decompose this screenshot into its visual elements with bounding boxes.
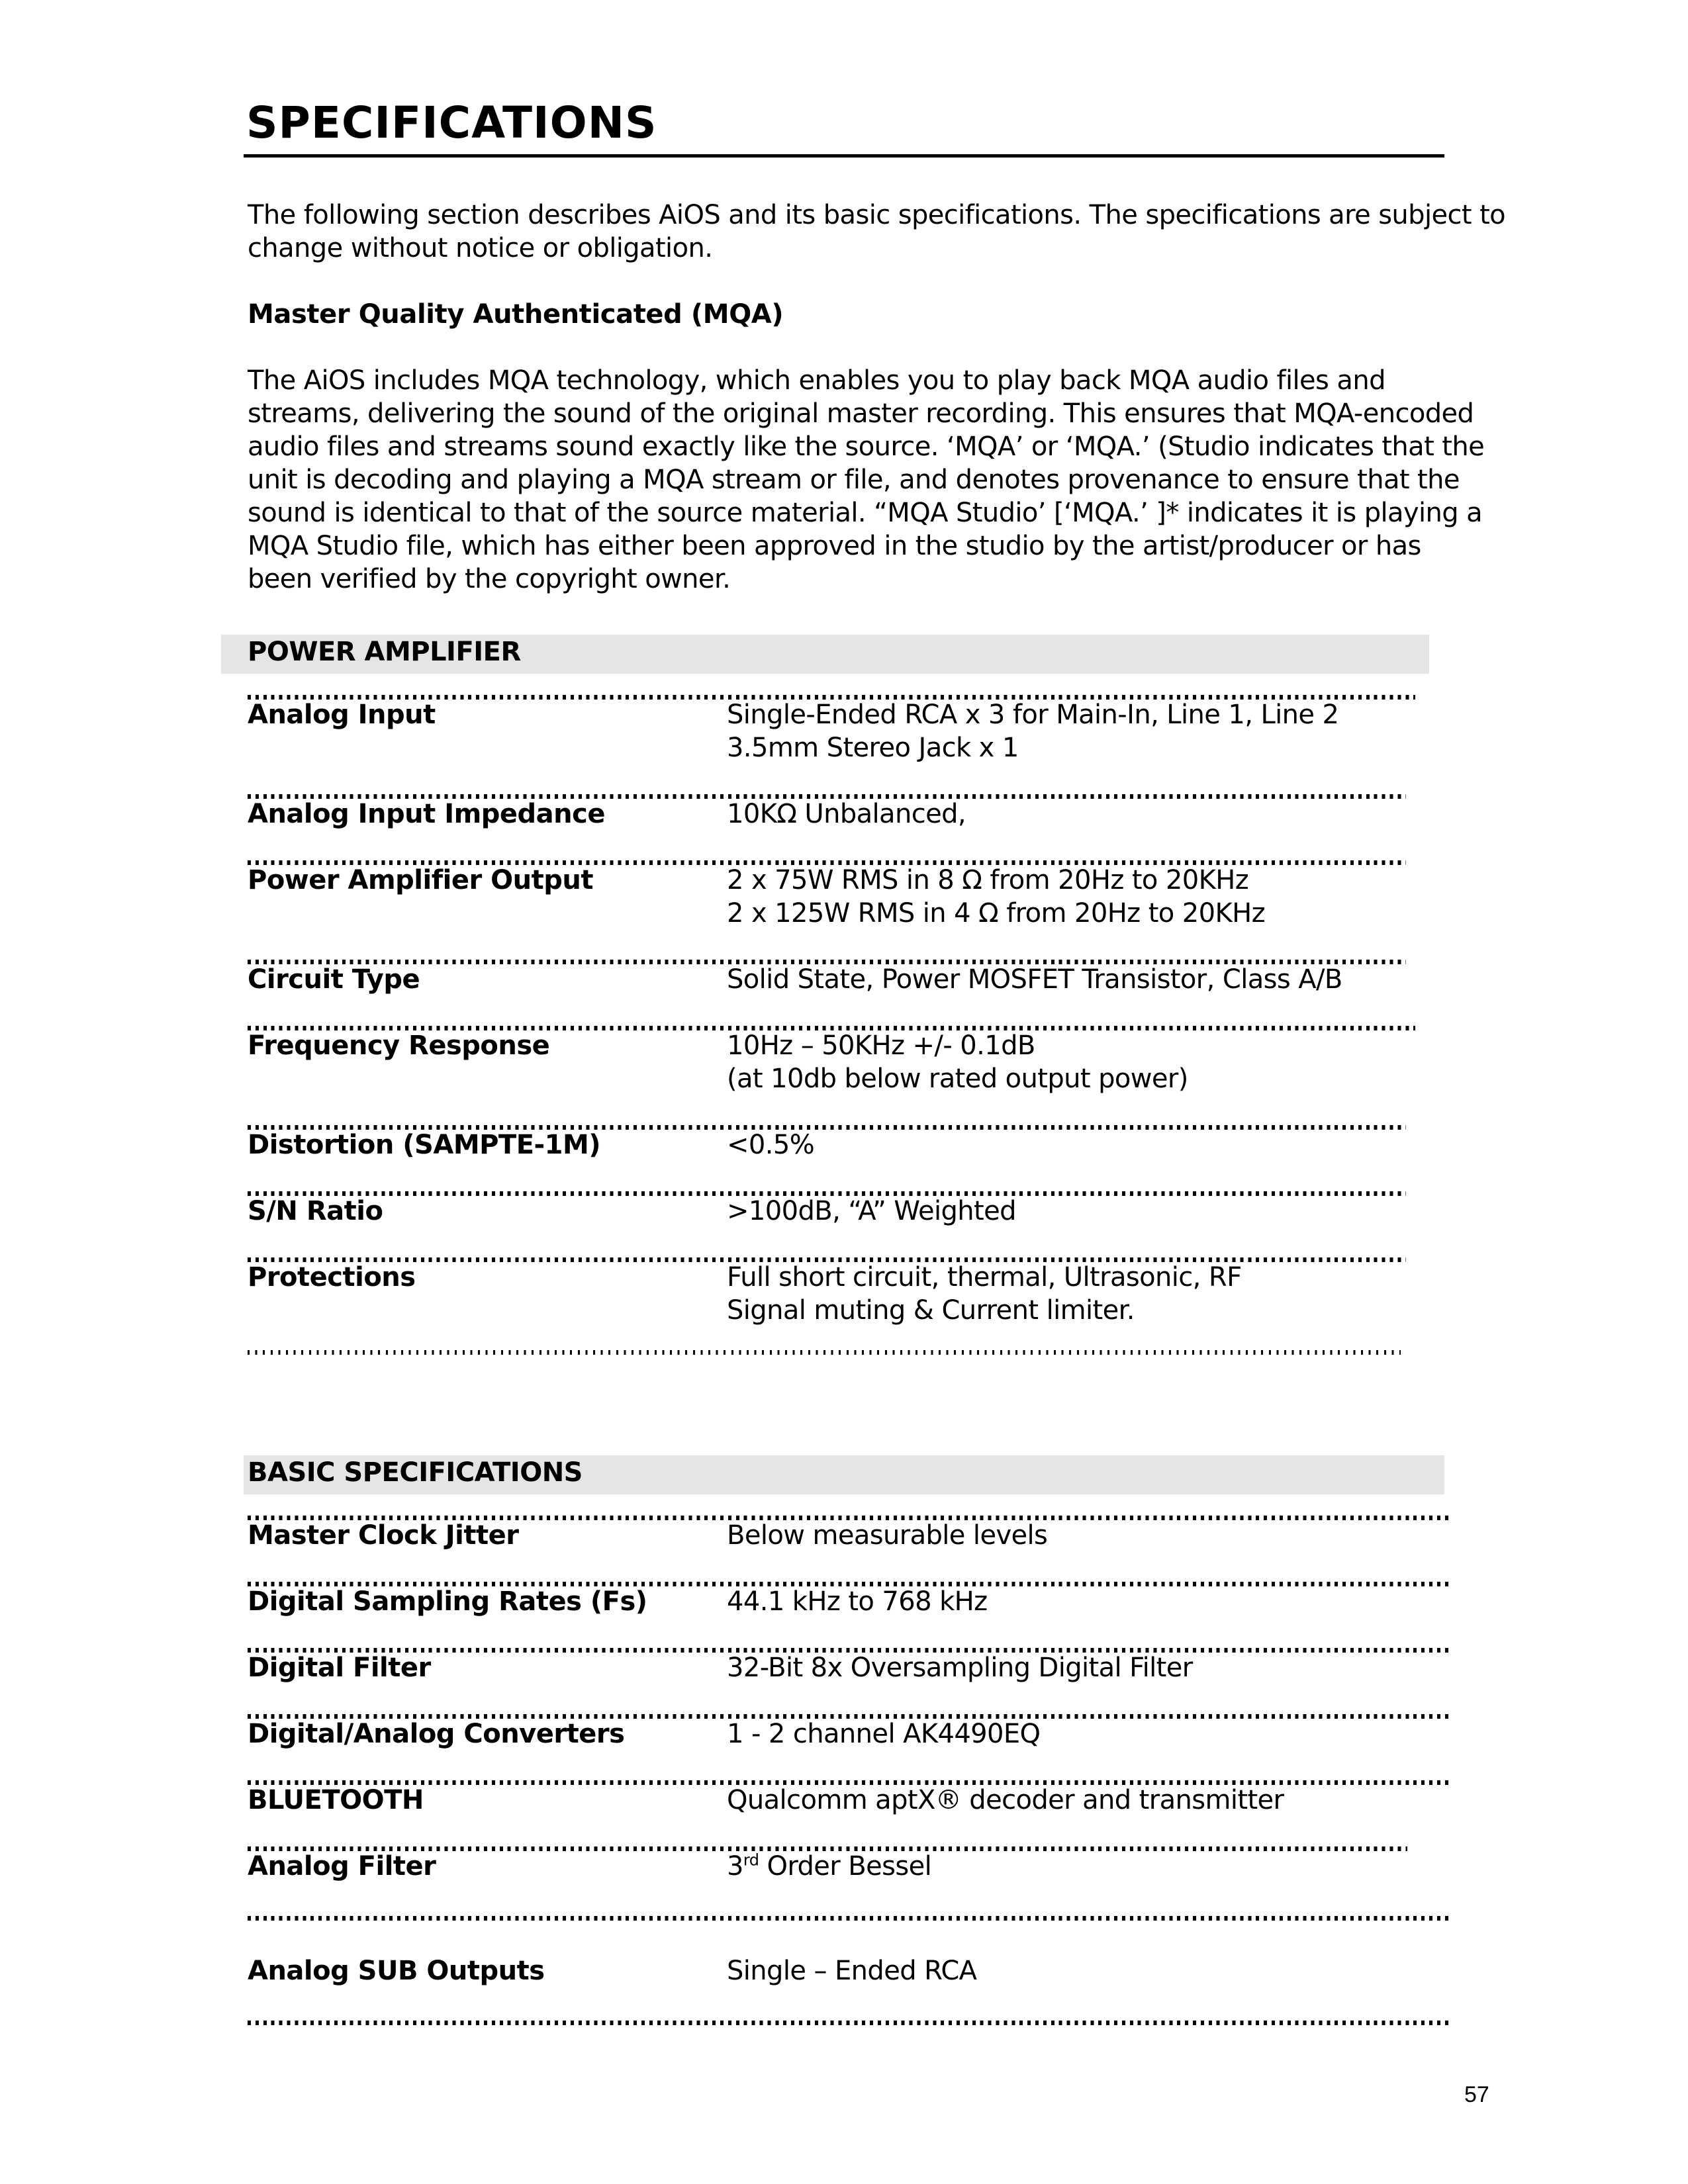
mqa-paragraph-line: audio files and streams sound exactly like the source. ‘MQA’ or ‘MQA.’ (Studio indicates that the (248, 432, 1485, 462)
mqa-paragraph-line: unit is decoding and playing a MQA stream or file, and denotes provenance to ensure that the (248, 465, 1460, 495)
spec-label-bluetooth: BLUETOOTH (248, 1785, 424, 1815)
spec-value-digital-analog-converters (727, 1717, 1040, 1751)
spec-value-line: Qualcomm aptX® decoder and transmitter (727, 1785, 1284, 1815)
title-underline (244, 154, 1444, 158)
spec-value-line: Below measurable levels (727, 1520, 1048, 1551)
spec-value-line: 2 x 75W RMS in 8 Ω from 20Hz to 20KHz (727, 865, 1249, 895)
spec-value-part: Order Bessel (759, 1851, 932, 1882)
intro-line-1: The following section describes AiOS and its basic specifications. The specifications are subject to (248, 200, 1506, 230)
spec-value-analog-input (727, 698, 1338, 764)
spec-label-digital-analog-converters: Digital/Analog Converters (248, 1719, 625, 1749)
spec-value-superscript: rd (743, 1850, 759, 1870)
spec-value-digital-filter (727, 1651, 1193, 1684)
spec-value-line: Full short circuit, thermal, Ultrasonic, RF (727, 1262, 1242, 1293)
spec-label-protections: Protections (248, 1262, 416, 1293)
spec-label-analog-filter: Analog Filter (248, 1851, 436, 1882)
mqa-paragraph-line: MQA Studio file, which has either been approved in the studio by the artist/producer or has (248, 531, 1421, 561)
spec-value-line: 1 - 2 channel AK4490EQ (727, 1719, 1041, 1749)
spec-value-master-clock-jitter (727, 1519, 1047, 1552)
spec-label-master-clock-jitter: Master Clock Jitter (248, 1520, 519, 1551)
spec-value-distortion (727, 1128, 814, 1161)
spec-label-analog-sub-outputs: Analog SUB Outputs (248, 1956, 545, 1986)
spec-value-digital-sampling-rates (727, 1585, 988, 1618)
mqa-paragraph-line: sound is identical to that of the source material. “MQA Studio’ [‘MQA.’ ]* indicates it is playing a (248, 498, 1483, 528)
spec-label-circuit-type: Circuit Type (248, 964, 420, 995)
spec-value-line: Single-Ended RCA x 3 for Main-In, Line 1, Line 2 (727, 700, 1339, 730)
basic-specifications-header: BASIC SPECIFICATIONS (248, 1457, 583, 1488)
spec-value-line: 3.5mm Stereo Jack x 1 (727, 733, 1019, 763)
spec-value-frequency-response (727, 1029, 1188, 1095)
page-title: SPECIFICATIONS (246, 97, 657, 148)
spec-value-line: 2 x 125W RMS in 4 Ω from 20Hz to 20KHz (727, 898, 1265, 929)
spec-value-power-amplifier-output (727, 864, 1265, 930)
spec-value-circuit-type (727, 963, 1342, 996)
spec-value-analog-input-impedance (727, 797, 966, 831)
spec-value-protections (727, 1261, 1242, 1327)
spec-value-line: <0.5% (727, 1130, 815, 1160)
page-number: 57 (1464, 2082, 1489, 2107)
spec-label-power-amplifier-output: Power Amplifier Output (248, 865, 593, 895)
intro-line-2: change without notice or obligation. (248, 233, 713, 263)
spec-label-analog-input-impedance: Analog Input Impedance (248, 799, 605, 829)
spec-label-frequency-response: Frequency Response (248, 1030, 550, 1061)
spec-value-sn-ratio (727, 1195, 1016, 1228)
dotted-divider (248, 1916, 1448, 1921)
dotted-divider (248, 1350, 1401, 1355)
mqa-heading: Master Quality Authenticated (MQA) (248, 299, 784, 330)
spec-label-analog-input: Analog Input (248, 700, 436, 730)
spec-value-line: 10KΩ Unbalanced, (727, 799, 966, 829)
spec-label-distortion: Distortion (SAMPTE-1M) (248, 1130, 601, 1160)
spec-label-digital-filter: Digital Filter (248, 1653, 431, 1683)
spec-value-line: Solid State, Power MOSFET Transistor, Class A/B (727, 964, 1342, 995)
spec-label-sn-ratio: S/N Ratio (248, 1196, 383, 1226)
spec-value-analog-sub-outputs (727, 1954, 976, 1987)
spec-value-bluetooth (727, 1784, 1284, 1817)
dotted-divider (248, 1125, 1406, 1130)
spec-value-line: 44.1 kHz to 768 kHz (727, 1586, 988, 1617)
dotted-divider (248, 2021, 1448, 2025)
spec-value-line: (at 10db below rated output power) (727, 1064, 1188, 1094)
spec-value-line: Signal muting & Current limiter. (727, 1295, 1135, 1326)
spec-value-part: 3 (727, 1851, 743, 1882)
spec-value-line: Single – Ended RCA (727, 1956, 977, 1986)
spec-value-line: 10Hz – 50KHz +/- 0.1dB (727, 1030, 1035, 1061)
mqa-paragraph-line: streams, delivering the sound of the original master recording. This ensures that MQA-encoded (248, 398, 1474, 429)
mqa-paragraph-line: The AiOS includes MQA technology, which enables you to play back MQA audio files and (248, 365, 1385, 396)
spec-value-line: >100dB, “A” Weighted (727, 1196, 1016, 1226)
spec-label-digital-sampling-rates: Digital Sampling Rates (Fs) (248, 1586, 647, 1617)
power-amplifier-header: POWER AMPLIFIER (248, 637, 521, 667)
spec-value-line: 32-Bit 8x Oversampling Digital Filter (727, 1653, 1193, 1683)
mqa-paragraph-line: been verified by the copyright owner. (248, 564, 731, 594)
spec-value-analog-filter (727, 1850, 931, 1883)
